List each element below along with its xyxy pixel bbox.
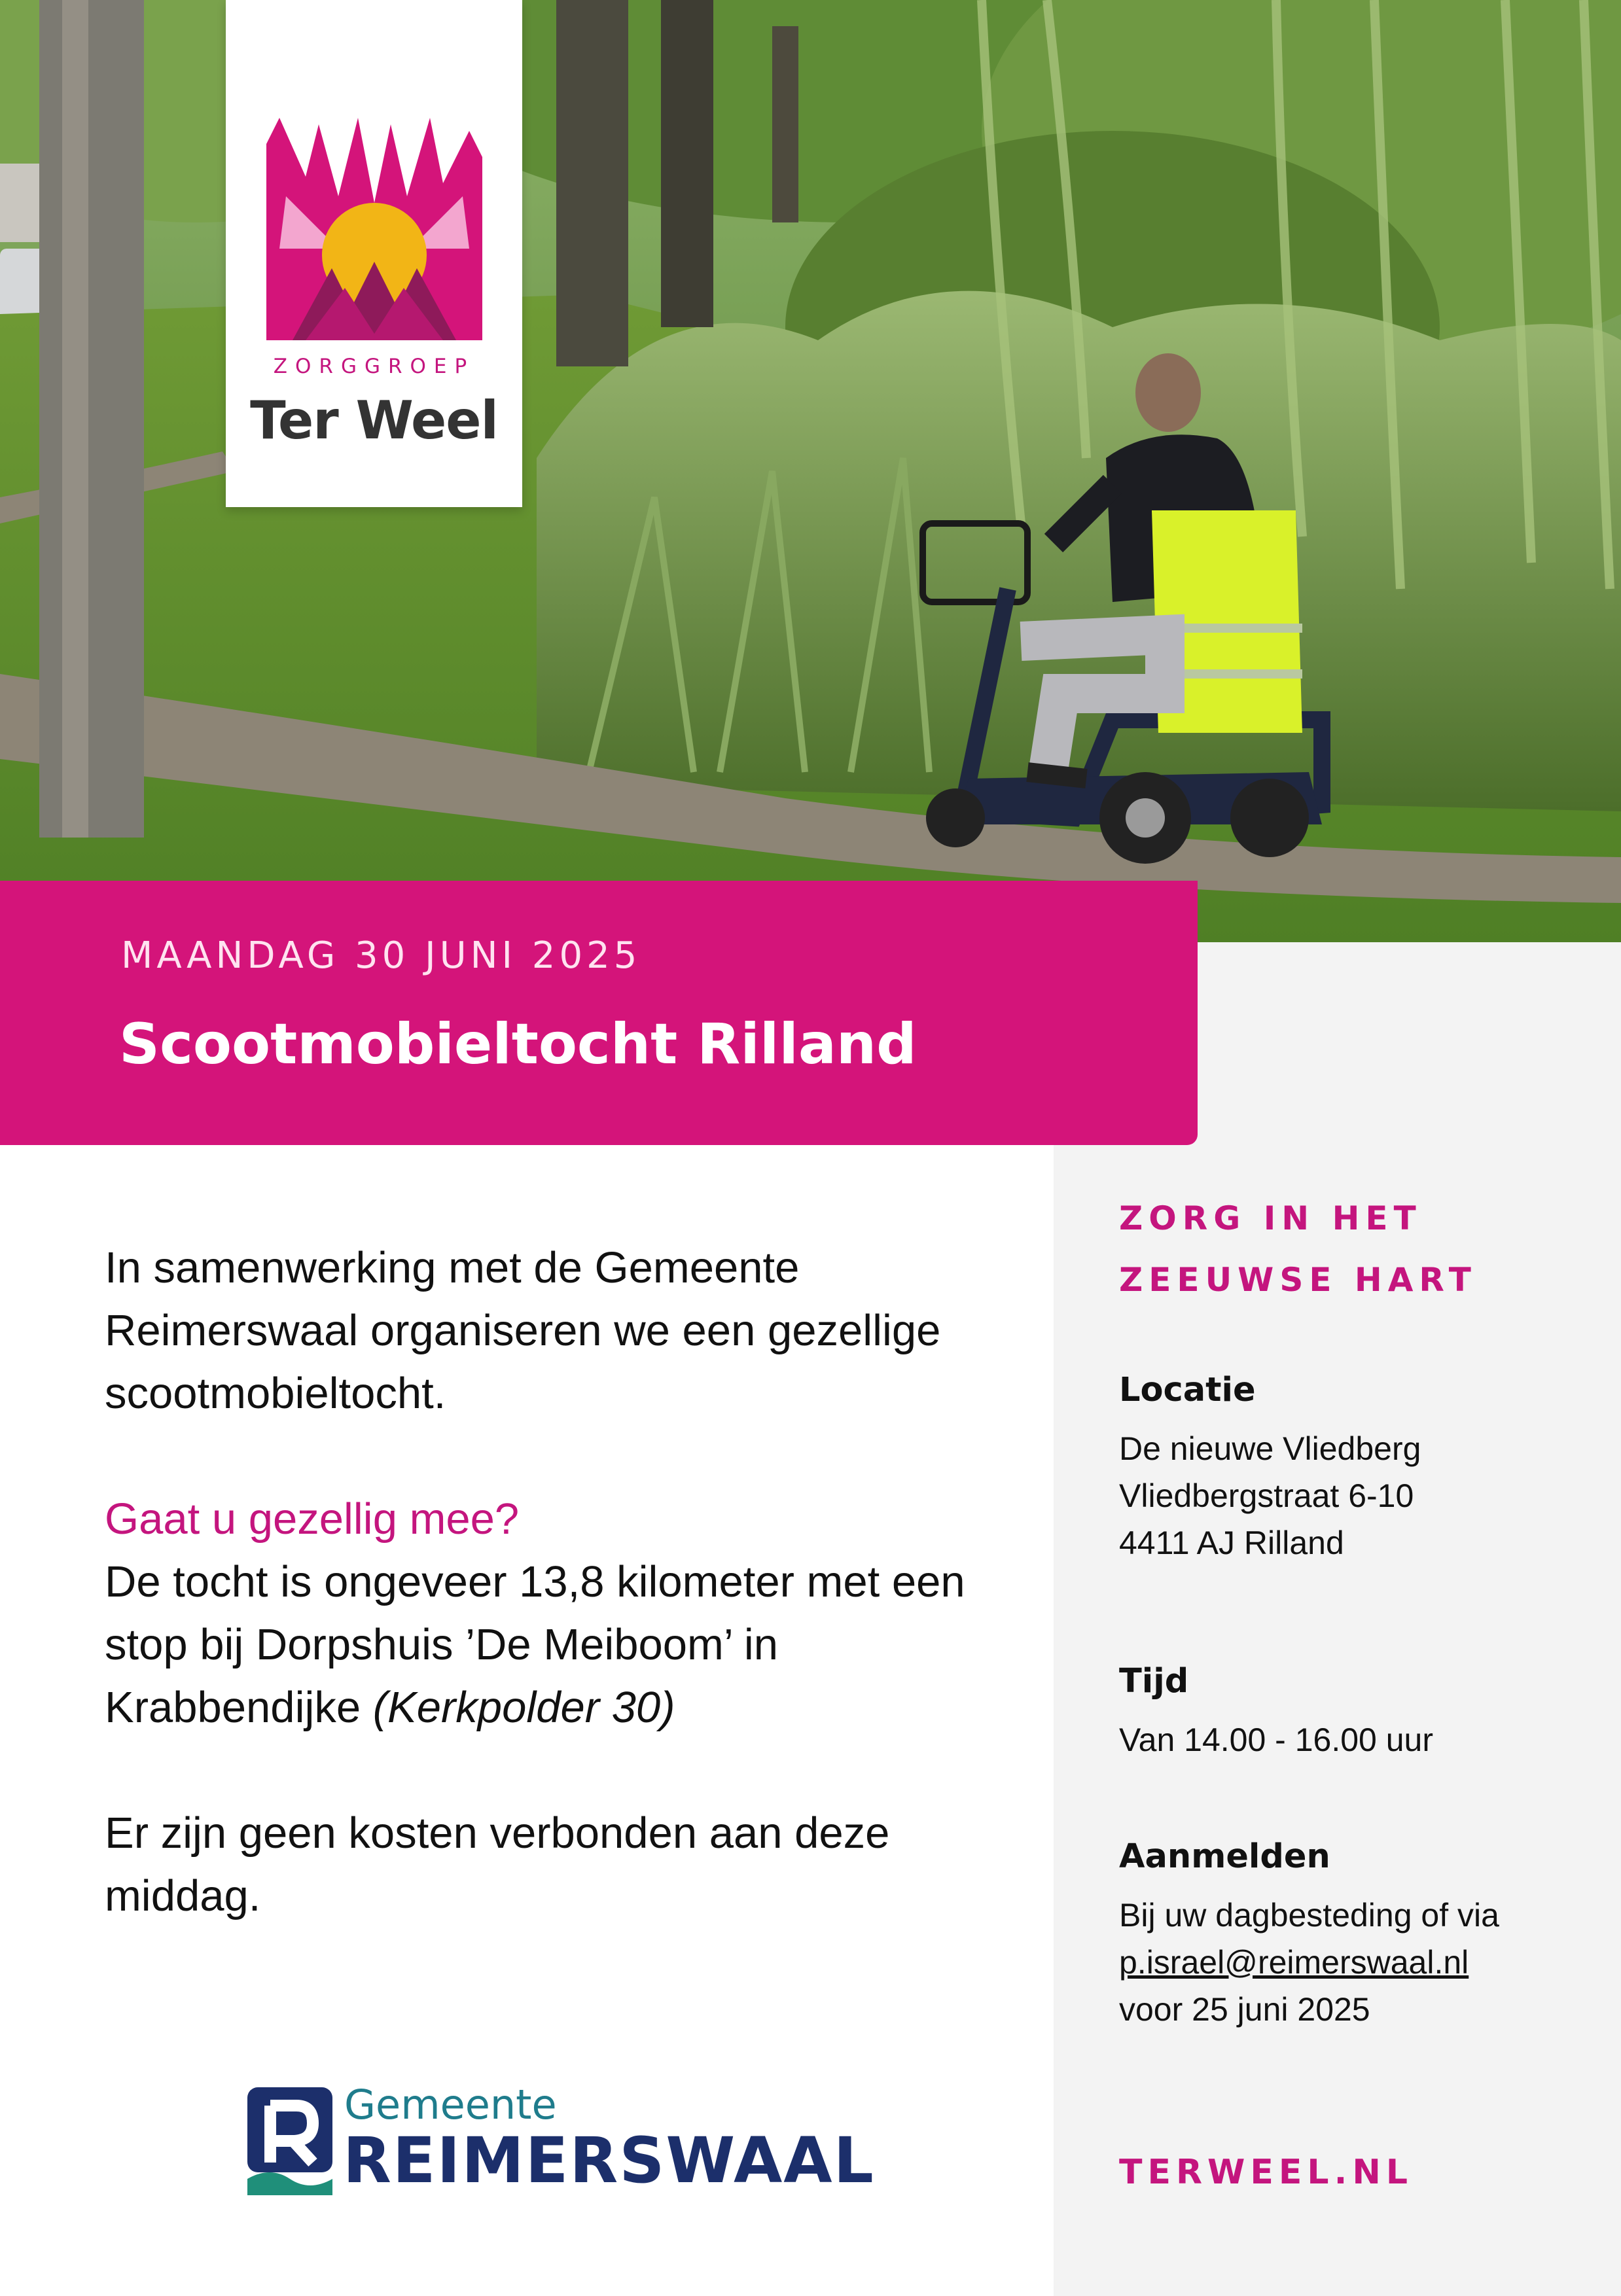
location-line-2: Vliedbergstraat 6-10 <box>1119 1477 1414 1514</box>
event-date: MAANDAG 30 JUNI 2025 <box>121 934 641 977</box>
event-title: Scootmobieltocht Rilland <box>119 1012 917 1077</box>
register-line-1: Bij uw dagbesteding of via <box>1119 1897 1499 1934</box>
info-sidebar <box>1054 942 1621 2296</box>
route-text: De tocht is ongeveer 13,8 kilometer met een stop bij Dorpshuis ’De Meiboom’ in Krabbendijke <box>105 1557 965 1732</box>
main-description <box>105 1237 1021 1928</box>
r-mark-icon <box>247 2087 332 2195</box>
flower-logo-icon <box>266 118 482 340</box>
route-address: (Kerkpolder 30) <box>372 1683 675 1732</box>
register-email-link[interactable]: p.israel@reimerswaal.nl <box>1119 1944 1469 1981</box>
register-section <box>1119 1837 1603 2033</box>
tagline-line-2: ZEEUWSE HART <box>1119 1261 1477 1299</box>
location-section <box>1119 1371 1603 1566</box>
website-link[interactable]: TERWEEL.NL <box>1119 2153 1413 2192</box>
intro-paragraph: In samenwerking met de Gemeente Reimerswaal organiseren we een gezellige scootmobieltocht. <box>105 1243 941 1418</box>
location-line-3: 4411 AJ Rilland <box>1119 1525 1344 1561</box>
register-line-3: voor 25 juni 2025 <box>1119 1991 1370 2028</box>
logo-subtitle: ZORGGROEP <box>273 355 475 378</box>
time-section <box>1119 1662 1603 1763</box>
time-heading: Tijd <box>1119 1662 1189 1701</box>
tagline <box>1119 1188 1603 1311</box>
route-paragraph <box>105 1551 1021 1739</box>
location-line-1: De nieuwe Vliedberg <box>1119 1430 1421 1467</box>
reimerswaal-word: REIMERSWAAL <box>343 2124 875 2197</box>
time-value: Van 14.00 - 16.00 uur <box>1119 1722 1433 1758</box>
event-banner <box>0 881 1198 1145</box>
terweel-logo <box>226 0 522 507</box>
register-heading: Aanmelden <box>1119 1837 1330 1876</box>
tagline-line-1: ZORG IN HET <box>1119 1199 1422 1237</box>
costs-paragraph: Er zijn geen kosten verbonden aan deze middag. <box>105 1809 890 1920</box>
gemeente-reimerswaal-logo <box>247 2081 875 2199</box>
gemeente-word: Gemeente <box>344 2081 557 2128</box>
invite-question: Gaat u gezellig mee? <box>105 1494 520 1544</box>
logo-name: Ter Weel <box>250 390 498 451</box>
location-heading: Locatie <box>1119 1371 1256 1409</box>
